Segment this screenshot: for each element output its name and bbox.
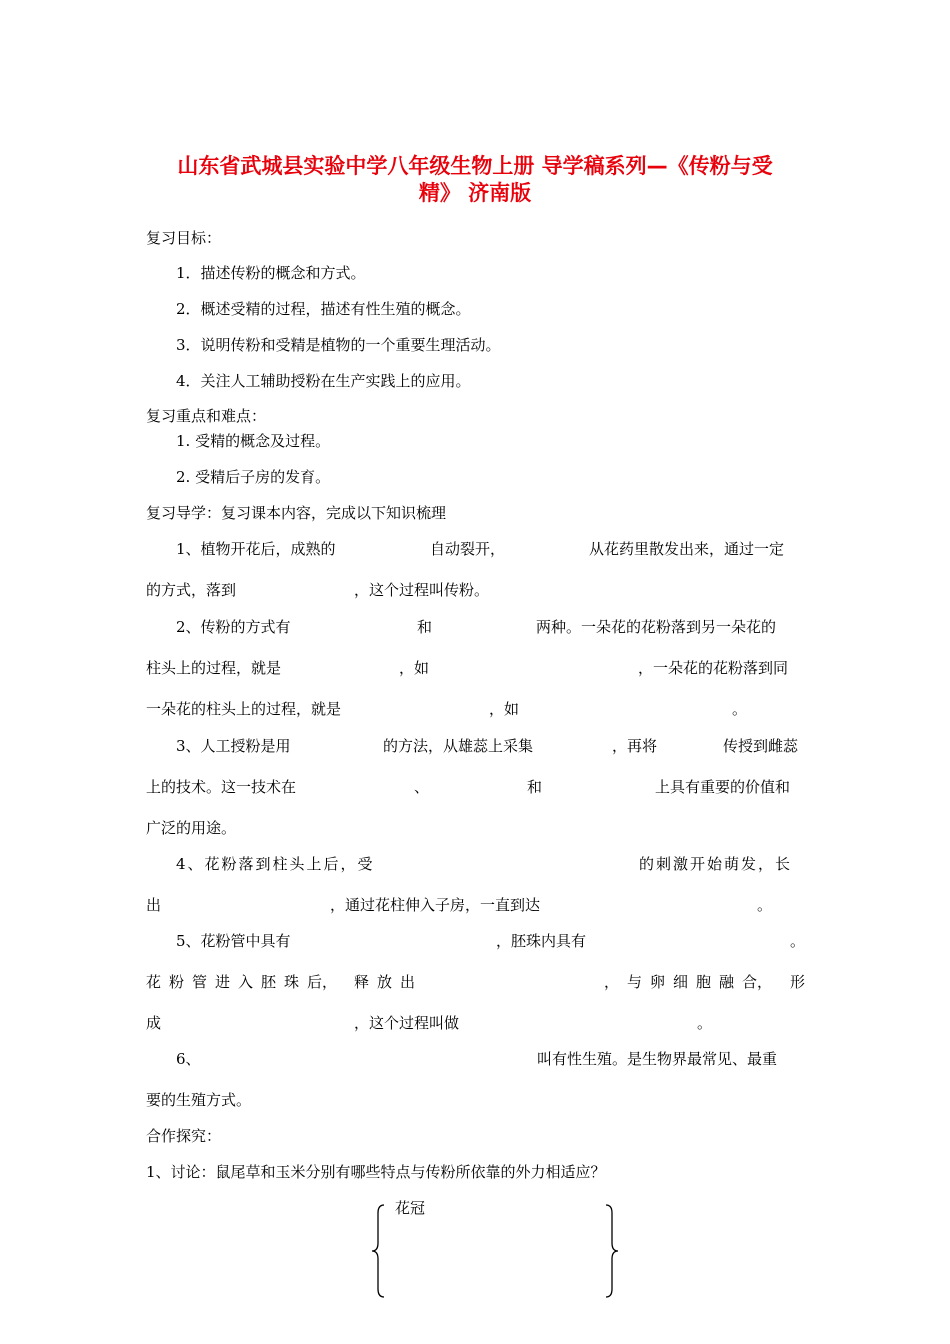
q2-part-h: ，如 [489,700,520,718]
document-title-line-1: 山东省武城县实验中学八年级生物上册 导学稿系列—《传粉与受 [177,154,773,178]
q3-part-d: 传授到雌蕊 [723,737,799,755]
guide-heading: 复习导学：复习课本内容，完成以下知识梳理 [146,504,447,522]
q5-part-g: 。 [697,1014,713,1032]
q5-justified-char: 卵 [650,973,666,991]
q3-part-g: 和 [527,778,543,796]
q1-part-d: 的方式，落到 [146,581,237,599]
q3-part-h: 上具有重要的价值和 [655,778,791,796]
q1-part-a: 1、植物开花后，成熟的 [176,540,336,558]
q5-justified-char: 释 [354,973,370,991]
q5-justified-char: 合， [742,973,773,991]
q5-justified-char: 胚 [261,973,277,991]
q5-justified-char: 放 [377,973,393,991]
q5-justified-char: 细 [673,973,689,991]
q5-justified-char: 形 [790,973,806,991]
q2-part-i: 。 [732,700,748,718]
q3-part-c: ，再将 [612,737,658,755]
cooperation-heading: 合作探究： [146,1127,222,1145]
q5-justified-char: 出 [400,973,416,991]
document-title-line-2: 精》 济南版 [418,181,532,205]
q5-part-b: ，胚珠内具有 [496,932,587,950]
q6-part-b: 叫有性生殖。是生物界最常见、最重 [537,1050,778,1068]
q5-justified-char: 与 [627,973,643,991]
q3-part-i: 广泛的用途。 [146,819,237,837]
q5-justified-char: 粉 [169,973,185,991]
q2-part-a: 2、传粉的方式有 [176,618,291,636]
key-points-heading: 复习重点和难点： [146,407,267,425]
q1-part-e: ，这个过程叫传粉。 [354,581,490,599]
q6-part-a: 6、 [176,1050,201,1068]
q5-justified-char: 珠 [284,973,300,991]
q2-part-f: ，一朵花的花粉落到同 [638,659,789,677]
q5-part-c: 。 [790,932,806,950]
goal-item-1: 1．描述传粉的概念和方式。 [176,264,366,282]
q2-part-d: 柱头上的过程，就是 [146,659,282,677]
key-point-1: 1. 受精的概念及过程。 [176,432,331,450]
q1-part-b: 自动裂开， [430,540,506,558]
cooperation-question-1: 1、讨论：鼠尾草和玉米分别有哪些特点与传粉所依靠的外力相适应？ [146,1163,606,1181]
q5-justified-char: 后， [307,973,338,991]
q4-part-c: 出 [146,896,162,914]
goals-heading: 复习目标： [146,229,222,247]
q3-part-a: 3、人工授粉是用 [176,737,291,755]
q5-part-e: 成 [146,1014,162,1032]
key-point-2: 2. 受精后子房的发育。 [176,468,331,486]
goal-item-3: 3．说明传粉和受精是植物的一个重要生理活动。 [176,336,501,354]
q2-part-b: 和 [417,618,433,636]
q3-part-e: 上的技术。这一技术在 [146,778,297,796]
q4-part-d: ，通过花柱伸入子房，一直到达 [330,896,541,914]
q5-part-f: ，这个过程叫做 [354,1014,460,1032]
q5-justified-char: 入 [238,973,254,991]
right-brace-icon [604,1203,620,1299]
q3-part-b: 的方法，从雄蕊上采集 [383,737,534,755]
q5-part-a: 5、花粉管中具有 [176,932,291,950]
q2-part-c: 两种。一朵花的花粉落到另一朵花的 [536,618,777,636]
q5-justified-char: 进 [215,973,231,991]
q4-part-b: 的刺激开始萌发，长 [639,855,793,873]
q5-justified-char: 花 [146,973,162,991]
q2-part-g: 一朵花的柱头上的过程，就是 [146,700,342,718]
goal-item-4: 4．关注人工辅助授粉在生产实践上的应用。 [176,372,471,390]
goal-item-2: 2．概述受精的过程，描述有性生殖的概念。 [176,300,471,318]
q1-part-c: 从花药里散发出来，通过一定 [589,540,785,558]
q5-justified-char: 管 [192,973,208,991]
q5-justified-char: ， [604,973,620,991]
q5-justified-char: 胞 [696,973,712,991]
diagram-label-corolla: 花冠 [395,1199,426,1217]
q5-justified-char: 融 [719,973,735,991]
left-brace-icon [370,1203,386,1299]
q6-part-c: 要的生殖方式。 [146,1091,252,1109]
q3-part-f: 、 [414,778,430,796]
q2-part-e: ，如 [399,659,430,677]
q4-part-a: 4、花粉落到柱头上后，受 [176,855,375,873]
q4-part-e: 。 [757,896,773,914]
